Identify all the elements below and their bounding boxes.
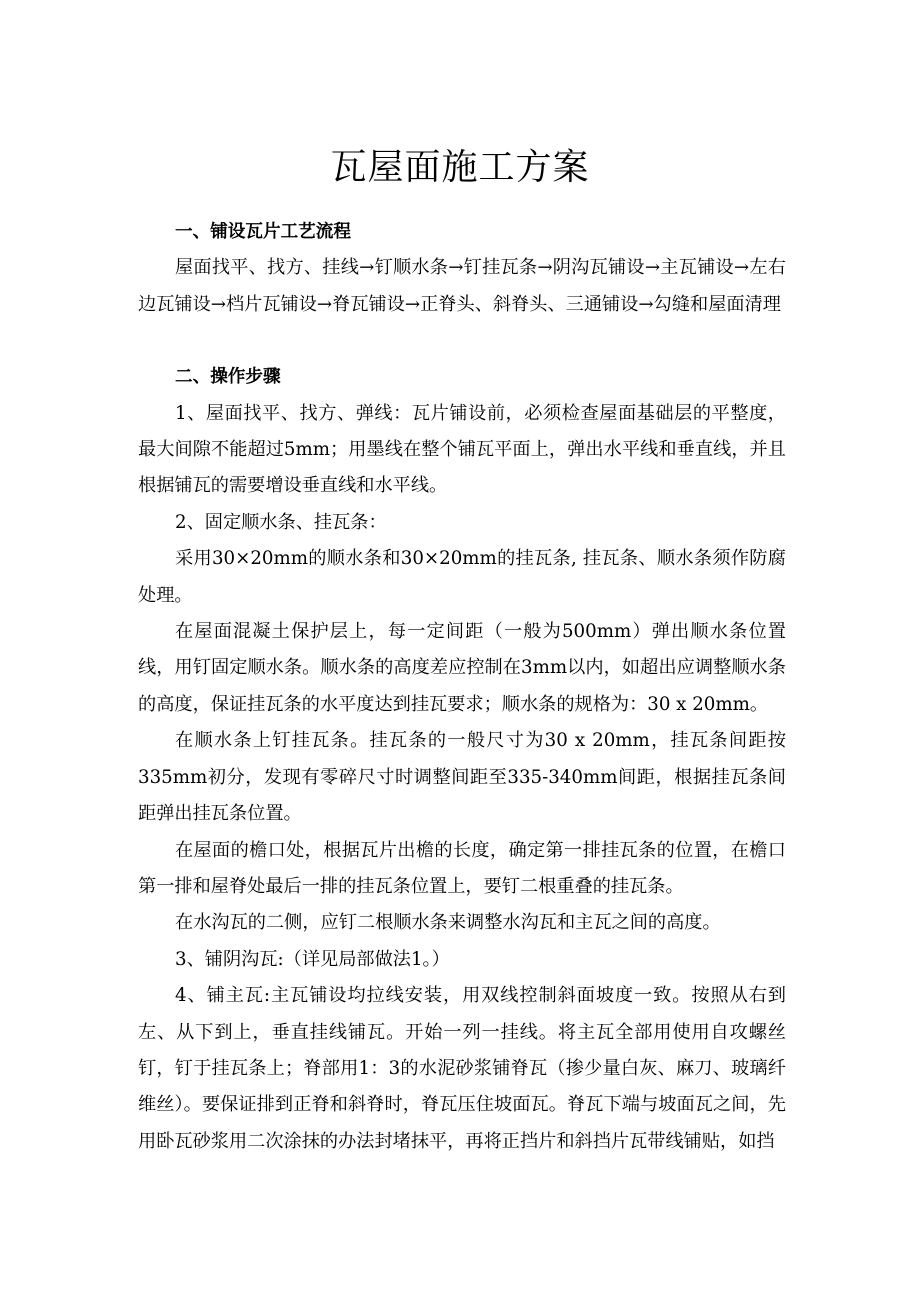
section-heading-steps: 二、操作步骤 [175, 367, 281, 388]
paragraph-battens-spec: 采用30×20mm的顺水条和30×20mm的挂瓦条, 挂瓦条、顺水条须作防腐处理。 [138, 548, 786, 606]
paragraph-step-2: 2、固定顺水条、挂瓦条： [175, 511, 387, 533]
paragraph-tile-battens: 在顺水条上钉挂瓦条。挂瓦条的一般尺寸为30 x 20mm，挂瓦条间距按335mm初分，发现有零碎尺寸时调整间距至335-340mm间距，根据挂瓦条间距弹出挂瓦条位置。 [138, 730, 786, 825]
section-heading-process: 一、铺设瓦片工艺流程 [175, 222, 351, 242]
paragraph-step-3: 3、铺阴沟瓦:（详见局部做法1。） [175, 948, 450, 970]
paragraph-counter-battens: 在屋面混凝土保护层上，每一定间距（一般为500mm）弹出顺水条位置线，用钉固定顺水条。顺水条的高度差应控制在3mm以内，如超出应调整顺水条的高度，保证挂瓦条的水平度达到挂瓦要求；顺水条的规格为：30 x 20mm。 [138, 621, 786, 715]
paragraph-step-4: 4、铺主瓦:主瓦铺设均拉线安装，用双线控制斜面坡度一致。按照从右到左、从下到上，垂直挂线铺瓦。开始一列一挂线。将主瓦全部用使用自攻螺丝钉，钉于挂瓦条上；脊部用1：3的水泥砂浆铺脊瓦（掺少量白灰、麻刀、玻璃纤维丝）。要保证排到正脊和斜脊时，脊瓦压住坡面瓦。脊瓦下端与坡面瓦之间，先用卧瓦砂浆用二次涂抹的办法封堵抹平，再将正挡片和斜挡片瓦带线铺贴，如挡 [138, 985, 786, 1152]
paragraph-gutter: 在水沟瓦的二侧，应钉二根顺水条来调整水沟瓦和主瓦之间的高度。 [175, 912, 721, 934]
section-spacer [138, 323, 786, 359]
document-title: 瓦屋面施工方案 [330, 147, 590, 188]
paragraph-eaves: 在屋面的檐口处，根据瓦片出檐的长度，确定第一排挂瓦条的位置，在檐口第一排和屋脊处最后一排的挂瓦条位置上，要钉二根重叠的挂瓦条。 [138, 839, 786, 897]
paragraph-step-1: 1、屋面找平、找方、弹线：瓦片铺设前，必须检查屋面基础层的平整度，最大间隙不能超过5mm；用墨线在整个铺瓦平面上，弹出水平线和垂直线，并且根据铺瓦的需要增设垂直线和水平线。 [138, 402, 786, 497]
document-body [138, 214, 786, 1160]
paragraph-process-flow: 屋面找平、找方、挂线→钉顺水条→钉挂瓦条→阴沟瓦铺设→主瓦铺设→左右边瓦铺设→档片瓦铺设→脊瓦铺设→正脊头、斜脊头、三通铺设→勾缝和屋面清理 [138, 257, 786, 315]
